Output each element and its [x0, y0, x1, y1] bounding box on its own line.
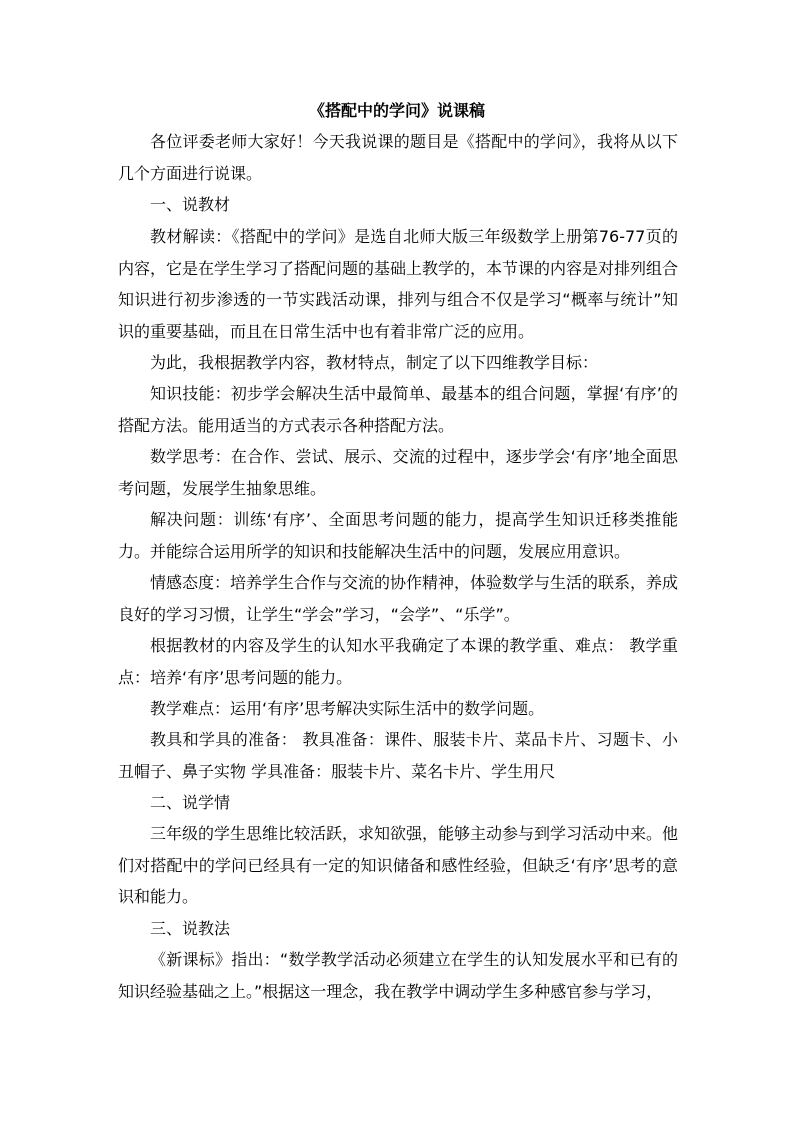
textbook-analysis-paragraph: 教材解读：《搭配中的学问》是选自北师大版三年级数学上册第76-77页的内容，它是在学生学习了搭配问题的基础上教学的，本节课的内容是对排列组合知识进行初步渗透的一节实践活动课，排列与组合不仅是学习“概率与统计”知识的重要基础，而且在日常生活中也有着非常广泛的应用。: [118, 227, 679, 341]
methods-paragraph: 《新课标》指出：“数学教学活动必须建立在学生的认知发展水平和已有的知识经验基础之上。”根据这一理念，我在教学中调动学生多种感官参与学习，: [118, 950, 678, 1001]
section-heading-methods: 三、说教法: [150, 919, 231, 938]
intro-paragraph: 各位评委老师大家好！今天我说课的题目是《搭配中的学问》，我将从以下几个方面进行说课。: [118, 132, 678, 183]
document-title: 《搭配中的学问》说课稿: [308, 101, 485, 120]
tools-paragraph: 教具和学具的准备： 教具准备：课件、服装卡片、菜品卡片、习题卡、小丑帽子、鼻子实物 学具准备：服装卡片、菜名卡片、学生用尺: [118, 730, 678, 781]
goal-knowledge-paragraph: 知识技能：初步学会解决生活中最简单、最基本的组合问题，掌握‘有序’的搭配方法。能用适当的方式表示各种搭配方法。: [118, 384, 678, 435]
learners-paragraph: 三年级的学生思维比较活跃，求知欲强，能够主动参与到学习活动中来。他们对搭配中的学问已经具有一定的知识储备和感性经验，但缺乏‘有序’思考的意识和能力。: [118, 824, 679, 906]
goal-attitude-paragraph: 情感态度：培养学生合作与交流的协作精神，体验数学与生活的联系，养成良好的学习习惯，让学生“学会”学习，“会学”、“乐学”。: [118, 573, 679, 624]
section-heading-textbook: 一、说教材: [150, 195, 231, 214]
goals-intro-paragraph: 为此，我根据教学内容，教材特点，制定了以下四维教学目标：: [150, 353, 599, 372]
section-heading-learners: 二、说学情: [150, 793, 231, 812]
difficult-point-paragraph: 教学难点：运用‘有序’思考解决实际生活中的数学问题。: [150, 699, 545, 718]
goal-problem-paragraph: 解决问题：训练‘有序’、全面思考问题的能力，提高学生知识迁移类推能力。并能综合运用所学的知识和技能解决生活中的问题，发展应用意识。: [118, 510, 678, 561]
key-point-paragraph: 根据教材的内容及学生的认知水平我确定了本课的教学重、难点： 教学重点：培养‘有序’思考问题的能力。: [118, 636, 678, 687]
goal-thinking-paragraph: 数学思考：在合作、尝试、展示、交流的过程中，逐步学会‘有序’地全面思考问题，发展学生抽象思维。: [118, 447, 678, 498]
